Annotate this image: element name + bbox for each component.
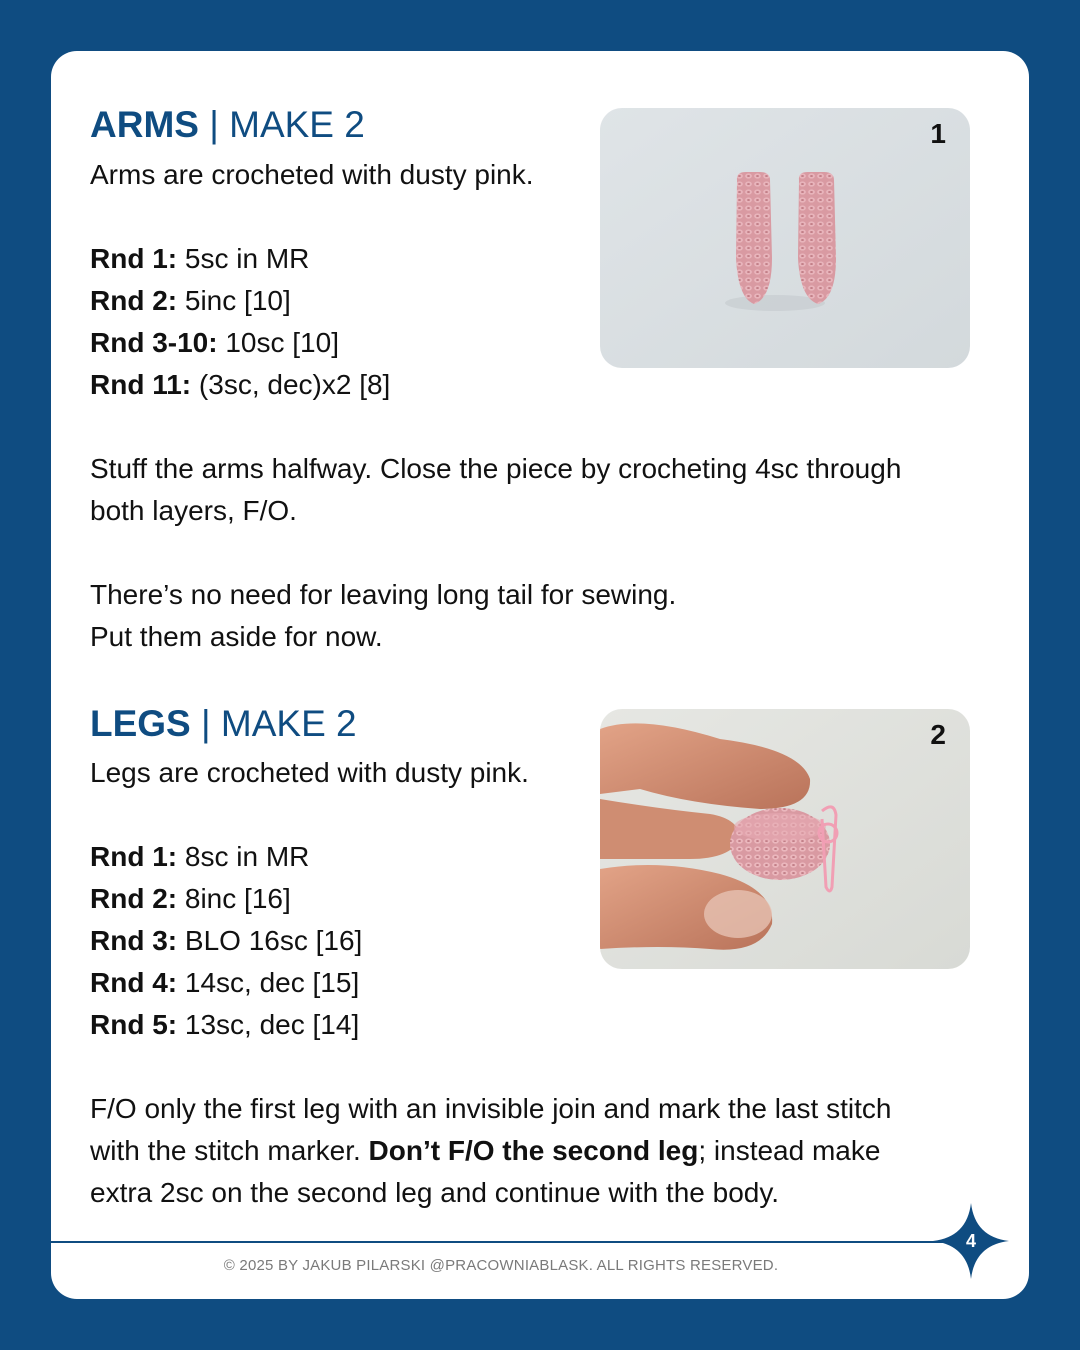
copyright-notice: © 2025 BY JAKUB PILARSKI @PRACOWNIABLASK. ALL RIGHTS RESERVED. <box>223 1257 779 1274</box>
arms-stuff-line-2: both layers, F/O. <box>90 495 297 526</box>
round-label: Rnd 3-10: <box>90 327 218 358</box>
round-label: Rnd 1: <box>90 243 178 274</box>
page-number: 4 <box>965 1230 976 1251</box>
final-text-bold: Don’t F/O the second leg <box>368 1135 699 1166</box>
arms-title: ARMS <box>90 104 199 145</box>
legs-round-5 <box>90 1004 359 1046</box>
photo-number-1: 1 <box>930 118 946 149</box>
legs-photo <box>600 709 970 969</box>
legs-round-3 <box>90 920 362 962</box>
round-text: 5sc in MR <box>177 243 310 274</box>
round-label: Rnd 5: <box>90 1009 178 1040</box>
legs-final-line-2 <box>90 1130 880 1172</box>
arms-round-1 <box>90 238 309 280</box>
arms-stuff-line-1: Stuff the arms halfway. Close the piece by crocheting 4sc through <box>90 453 902 484</box>
round-label: Rnd 1: <box>90 841 178 872</box>
arms-make-count: | MAKE 2 <box>198 104 365 145</box>
footer-divider <box>51 1241 951 1243</box>
photo-number-2: 2 <box>930 719 946 750</box>
arms-intro: Arms are crocheted with dusty pink. <box>90 159 534 190</box>
arms-note-line-2: Put them aside for now. <box>90 621 383 652</box>
round-label: Rnd 3: <box>90 925 178 956</box>
legs-final-line-1: F/O only the first leg with an invisible join and mark the last stitch <box>90 1093 892 1124</box>
arms-note-line-1: There’s no need for leaving long tail for sewing. <box>90 579 677 610</box>
legs-heading <box>90 702 357 746</box>
round-text: 10sc [10] <box>217 327 339 358</box>
legs-round-4 <box>90 962 359 1004</box>
round-label: Rnd 2: <box>90 883 178 914</box>
arms-heading <box>90 103 365 147</box>
round-text: 8inc [16] <box>177 883 291 914</box>
round-text: 8sc in MR <box>177 841 310 872</box>
round-label: Rnd 4: <box>90 967 178 998</box>
arms-round-2 <box>90 280 291 322</box>
round-label: Rnd 11: <box>90 369 192 400</box>
arms-round-11 <box>90 364 390 406</box>
final-text-pre: with the stitch marker. <box>90 1135 369 1166</box>
legs-title: LEGS <box>90 703 191 744</box>
legs-round-2 <box>90 878 291 920</box>
arms-round-3-10 <box>90 322 339 364</box>
legs-make-count: | MAKE 2 <box>190 703 357 744</box>
final-text-post: ; instead make <box>698 1135 881 1166</box>
round-text: (3sc, dec)x2 [8] <box>191 369 391 400</box>
round-text: 13sc, dec [14] <box>177 1009 360 1040</box>
legs-round-1 <box>90 836 309 878</box>
pattern-card <box>51 51 1029 1299</box>
round-text: BLO 16sc [16] <box>177 925 363 956</box>
round-label: Rnd 2: <box>90 285 178 316</box>
arms-photo <box>600 108 970 368</box>
round-text: 5inc [10] <box>177 285 291 316</box>
legs-final-line-3: extra 2sc on the second leg and continue with the body. <box>90 1177 780 1208</box>
legs-intro: Legs are crocheted with dusty pink. <box>90 757 529 788</box>
round-text: 14sc, dec [15] <box>177 967 360 998</box>
